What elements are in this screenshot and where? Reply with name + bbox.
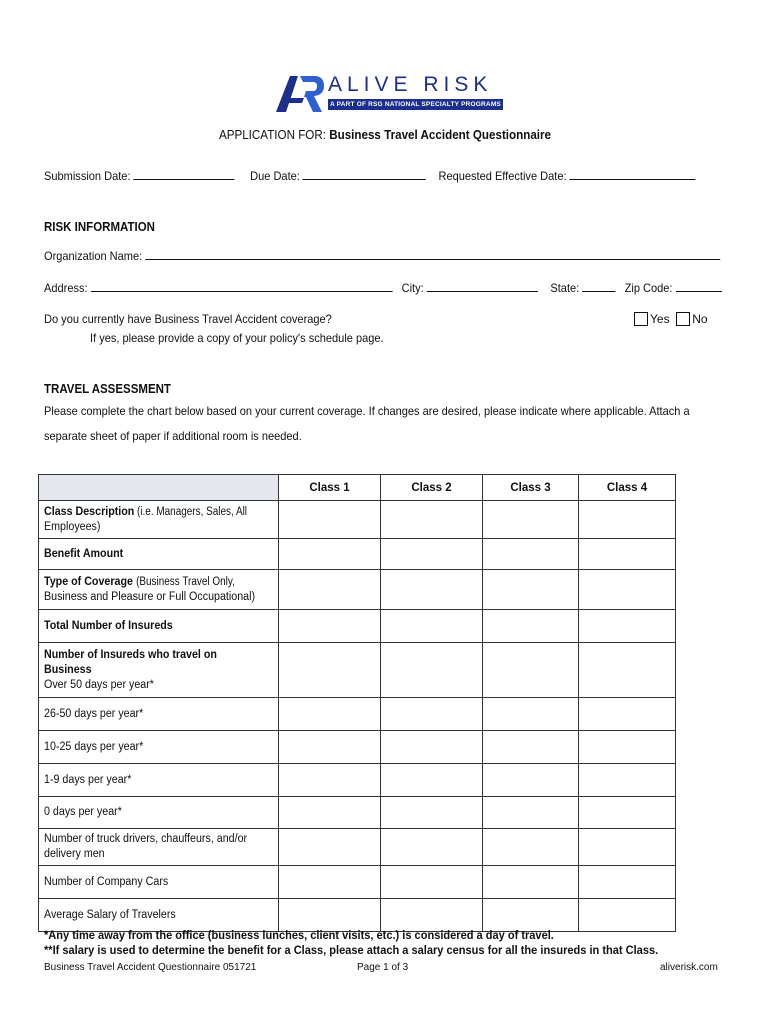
no-label: No [692,312,708,326]
address-row [44,280,722,295]
submission-date-label: Submission Date: [44,169,131,183]
table-cell[interactable] [279,829,381,866]
class-4-header: Class 4 [579,475,676,501]
table-cell[interactable] [381,829,483,866]
table-row [39,866,676,899]
zip-field[interactable] [676,280,722,292]
table-cell[interactable] [483,610,579,643]
days-10-25-label: 10-25 days per year* [44,740,144,753]
row-label-benefit-amount [39,539,279,570]
no-checkbox[interactable] [676,312,690,326]
row-label-average-salary [39,899,279,932]
table-cell[interactable] [579,501,676,539]
class-description-note: (i.e. Managers, Sales, All [137,505,248,518]
table-cell[interactable] [279,866,381,899]
drivers-label-line-2: delivery men [44,848,105,860]
table-cell[interactable] [381,570,483,610]
table-row [39,643,676,698]
table-cell[interactable] [381,731,483,764]
table-cell[interactable] [483,539,579,570]
city-label: City: [401,281,424,295]
row-label-over-50-days [39,643,279,698]
organization-field[interactable] [145,248,720,260]
table-row [39,764,676,797]
brand-name: ALIVE RISK [328,73,493,96]
zip-label: Zip Code: [624,281,673,295]
table-cell[interactable] [483,570,579,610]
table-corner-cell [39,475,279,501]
benefit-amount-label: Benefit Amount [44,547,124,560]
travel-assessment-table [38,474,676,932]
table-cell[interactable] [579,698,676,731]
table-cell[interactable] [381,797,483,829]
over-50-days-label: Over 50 days per year* [44,678,154,691]
row-label-10-25-days [39,731,279,764]
organization-label: Organization Name: [44,249,143,263]
table-row [39,698,676,731]
copy-note: If yes, please provide a copy of your policy's schedule page. [90,331,384,345]
table-cell[interactable] [279,539,381,570]
table-cell[interactable] [483,866,579,899]
table-cell[interactable] [579,797,676,829]
table-cell[interactable] [279,643,381,698]
row-label-1-9-days [39,764,279,797]
table-cell[interactable] [279,610,381,643]
table-cell[interactable] [579,570,676,610]
travel-assessment-heading: TRAVEL ASSESSMENT [44,382,171,396]
table-cell[interactable] [579,866,676,899]
table-row [39,797,676,829]
table-cell[interactable] [483,643,579,698]
table-cell[interactable] [279,570,381,610]
table-cell[interactable] [579,610,676,643]
table-row [39,610,676,643]
footer-page-number: Page 1 of 3 [357,962,409,973]
table-cell[interactable] [483,501,579,539]
class-description-note-2: Employees) [44,520,101,533]
address-field[interactable] [91,280,393,292]
table-cell[interactable] [279,731,381,764]
dates-row [44,168,696,183]
row-label-26-50-days [39,698,279,731]
table-cell[interactable] [579,829,676,866]
organization-row [44,248,720,263]
application-title [27,128,743,142]
table-cell[interactable] [483,797,579,829]
risk-information-heading: RISK INFORMATION [44,220,155,234]
yes-checkbox[interactable] [634,312,648,326]
table-row [39,501,676,539]
class-3-header: Class 3 [483,475,579,501]
coverage-question: Do you currently have Business Travel Accident coverage? [44,312,332,326]
class-description-bold: Class Description [44,505,135,518]
days-1-9-label: 1-9 days per year* [44,773,132,786]
table-cell[interactable] [483,698,579,731]
table-cell[interactable] [579,539,676,570]
table-cell[interactable] [579,731,676,764]
average-salary-label: Average Salary of Travelers [44,908,176,921]
footer-document-id: Business Travel Accident Questionnaire 051721 [44,962,257,973]
table-cell[interactable] [381,643,483,698]
table-row [39,539,676,570]
table-cell[interactable] [483,764,579,797]
row-label-company-cars [39,866,279,899]
table-cell[interactable] [381,899,483,932]
effective-date-label: Requested Effective Date: [438,169,567,183]
coverage-note: (Business Travel Only, [135,575,235,588]
class-1-header: Class 1 [279,475,381,501]
days-0-label: 0 days per year* [44,806,122,818]
table-cell[interactable] [279,501,381,539]
table-cell[interactable] [381,501,483,539]
table-row [39,829,676,866]
effective-date-field[interactable] [570,168,696,180]
row-label-0-days [39,797,279,829]
table-cell[interactable] [483,829,579,866]
state-label: State: [550,281,580,295]
row-label-type-of-coverage [39,570,279,610]
table-cell[interactable] [381,539,483,570]
due-date-field[interactable] [303,168,426,180]
table-cell[interactable] [483,731,579,764]
table-cell[interactable] [579,643,676,698]
table-cell[interactable] [579,899,676,932]
total-insureds-label: Total Number of Insureds [44,619,173,632]
title-prefix: APPLICATION FOR: [218,128,326,142]
table-cell[interactable] [381,698,483,731]
city-field[interactable] [427,280,538,292]
table-row [39,570,676,610]
due-date-label: Due Date: [250,169,300,183]
table-row [39,899,676,932]
yes-label: Yes [650,312,670,326]
travel-label-line-2: Business [44,663,92,676]
table-cell[interactable] [381,610,483,643]
table-row [39,731,676,764]
coverage-options [634,312,708,326]
coverage-bold: Type of Coverage [44,575,133,588]
table-cell[interactable] [579,764,676,797]
table-cell[interactable] [381,764,483,797]
footnote-travel-day: *Any time away from the office (business lunches, client visits, etc.) is considered a day of travel. [44,928,554,942]
footnote-salary-census: **If salary is used to determine the benefit for a Class, please attach a salary census for all the insureds in that Class. [44,943,659,957]
table-cell[interactable] [279,698,381,731]
drivers-label-line-1: Number of truck drivers, chauffeurs, and/or [44,833,248,845]
table-cell[interactable] [279,899,381,932]
coverage-note-2: Business and Pleasure or Full Occupational) [44,590,256,603]
brand-tagline: A PART OF RSG NATIONAL SPECIALTY PROGRAMS [328,99,503,110]
days-26-50-label: 26-50 days per year* [44,707,144,720]
submission-date-field[interactable] [134,168,235,180]
table-header-row [39,475,676,501]
alive-risk-logo [276,72,506,112]
ar-logo-mark-icon [276,72,326,112]
title-name: Business Travel Accident Questionnaire [329,128,552,142]
address-label: Address: [44,281,88,295]
table-cell[interactable] [279,764,381,797]
table-cell[interactable] [279,797,381,829]
company-cars-label: Number of Company Cars [44,875,169,888]
row-label-drivers [39,829,279,866]
state-field[interactable] [582,280,615,292]
footer-website: aliverisk.com [660,962,718,973]
row-label-total-insureds [39,610,279,643]
table-cell[interactable] [381,866,483,899]
travel-instructions: Please complete the chart below based on your current coverage. If changes are desired, please indicate where applicable. Attach a separate sheet of paper if additional room is needed. [44,404,690,443]
travel-label-line-1: Number of Insureds who travel on [44,648,217,661]
row-label-class-description [39,501,279,539]
class-2-header: Class 2 [381,475,483,501]
table-cell[interactable] [483,899,579,932]
